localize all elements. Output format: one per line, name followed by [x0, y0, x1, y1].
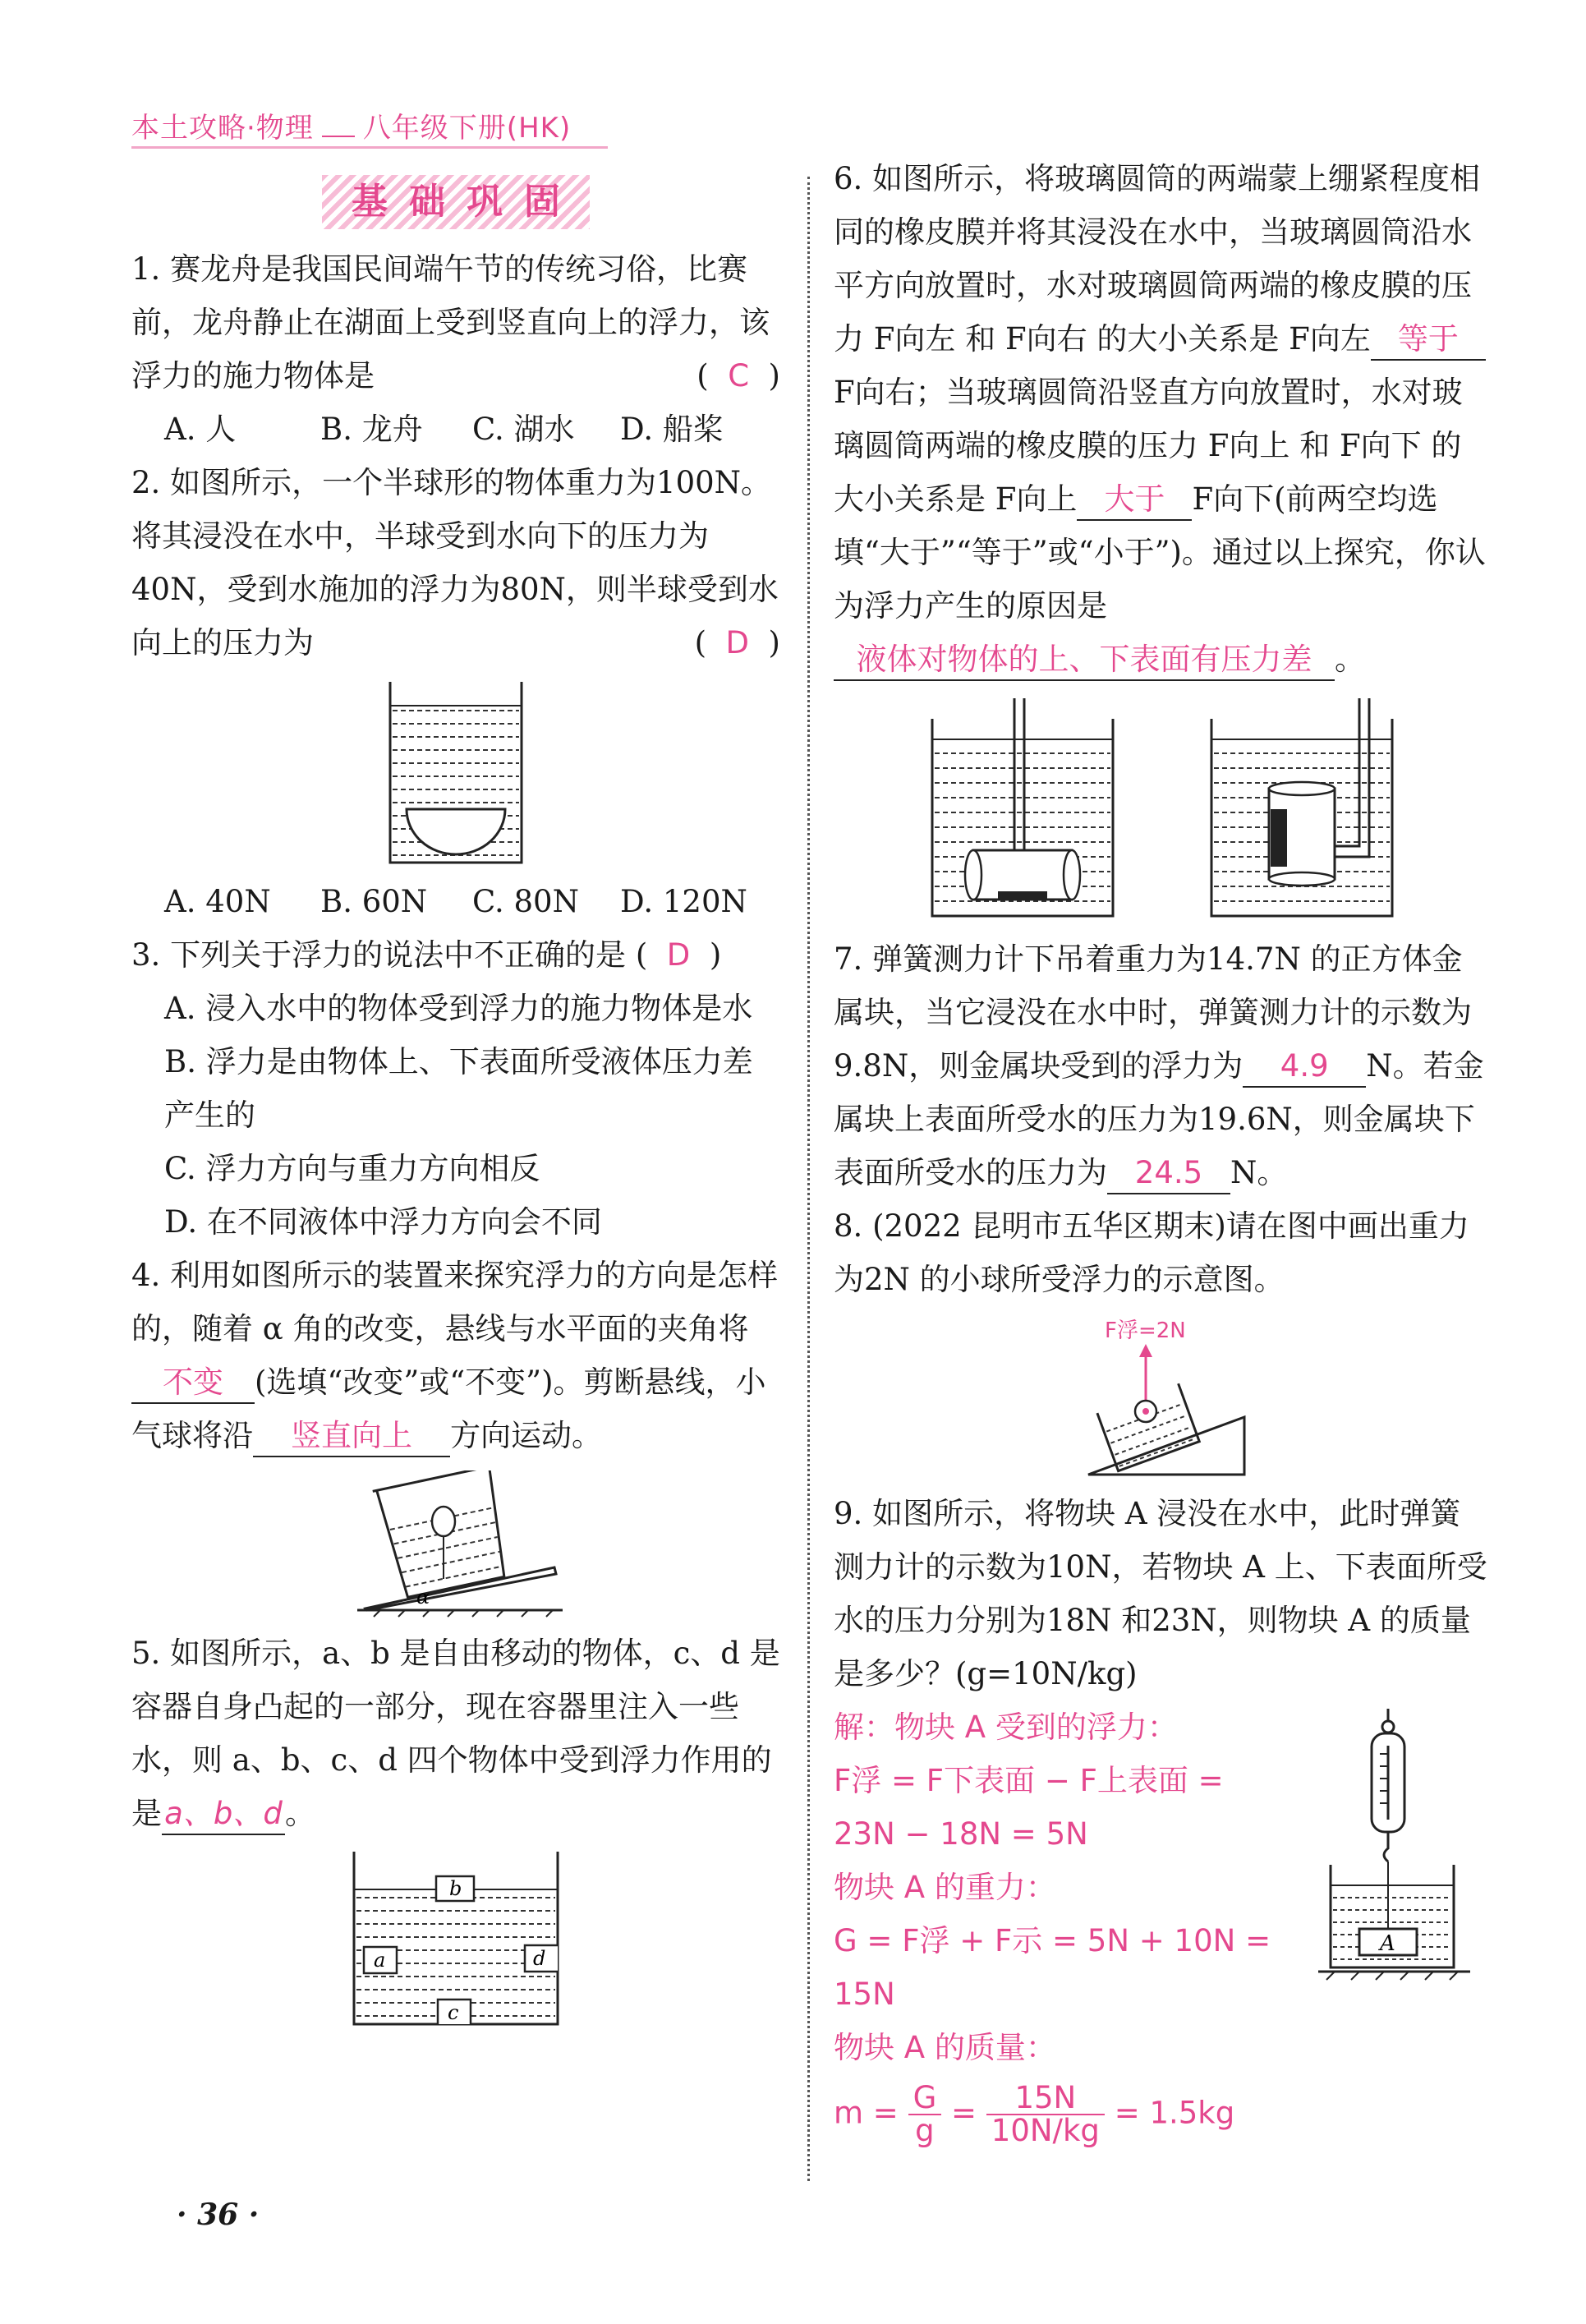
- q9-solution: [834, 1700, 1294, 2147]
- q2-option-b: B. 60N: [320, 884, 428, 919]
- q5-label-b: b: [449, 1877, 462, 1900]
- q1-option-a: A. 人: [164, 412, 237, 447]
- q5-answer: a、b、d: [162, 1794, 285, 1835]
- q3-text: 3. 下列关于浮力的说法中不正确的是: [131, 937, 627, 973]
- question-8: [834, 1199, 1491, 1479]
- q6-text-1: 6. 如图所示，将玻璃圆筒的两端蒙上绷紧程度相同的橡皮膜并将其浸没在水中，当玻璃圆筒沿水平方向放置时，水对玻璃圆筒两端的橡皮膜的压力 F向左 和 F向右 的大小关系是 F向左: [834, 161, 1481, 357]
- q2-answer-paren: ( D ): [694, 625, 780, 660]
- question-3: [131, 928, 780, 1249]
- q5-text-2: 。: [285, 1796, 315, 1831]
- q9-block-label: A: [1380, 1931, 1395, 1956]
- q1-text: 1. 赛龙舟是我国民间端午节的传统习俗，比赛前，龙舟静止在湖面上受到竖直向上的浮力，该浮力的施力物体是: [131, 251, 770, 393]
- q9-frac-gg-num: G: [908, 2082, 942, 2115]
- page-number: · 36 ·: [177, 2197, 260, 2232]
- q8-ball-incline-figure: [1072, 1314, 1253, 1479]
- q9-frac-gg-den: g: [915, 2113, 935, 2148]
- q4-answer-1: 不变: [131, 1363, 255, 1404]
- q1-option-c: C. 湖水: [472, 412, 575, 447]
- q5-label-d: d: [533, 1947, 546, 1970]
- q5-container-figure: [349, 1848, 563, 2029]
- q5-label-a: a: [374, 1949, 386, 1972]
- q1-option-d: D. 船桨: [620, 412, 724, 447]
- q6-answer-3: 液体对物体的上、下表面有压力差: [834, 640, 1335, 681]
- question-4: [131, 1249, 780, 1618]
- q3-option-c: C. 浮力方向与重力方向相反: [164, 1151, 540, 1186]
- q4-alpha-label: α: [416, 1585, 430, 1608]
- q9-result: = 1.5kg: [1114, 2095, 1235, 2131]
- q8-text: 8. (2022 昆明市五华区期末)请在图中画出重力为2N 的小球所受浮力的示意图。: [834, 1208, 1469, 1297]
- q9-frac-values: [986, 2082, 1105, 2147]
- q9-sol-line-2: F浮 = F下表面 − F上表面 = 23N − 18N = 5N: [834, 1763, 1224, 1852]
- q4-text-2: (选填“改变”或“不变”)。剪断悬线，小气球将沿: [131, 1364, 766, 1453]
- q8-force-arrow: [1139, 1344, 1152, 1357]
- question-9: [834, 1487, 1491, 2147]
- q9-frac-values-num: 15N: [986, 2082, 1105, 2115]
- q5-text-1: 5. 如图所示，a、b 是自由移动的物体，c、d 是容器自身凸起的一部分，现在容器里注入一些水，则 a、b、c、d 四个物体中受到浮力作用的是: [131, 1636, 780, 1831]
- q5-label-c: c: [448, 2001, 459, 2024]
- q6-answer-2: 大于: [1077, 480, 1192, 521]
- q7-text-2: N。若金属块上表面所受水的压力为19.6N，则金属块下表面所受水的压力为: [834, 1048, 1484, 1190]
- q7-text-1: 7. 弹簧测力计下吊着重力为14.7N 的正方体金属块，当它浸没在水中时，弹簧测力计的示数为9.8N，则金属块受到的浮力为: [834, 941, 1472, 1084]
- header-rule: [131, 146, 608, 149]
- question-5: [131, 1627, 780, 2029]
- section-banner: [131, 175, 780, 232]
- q2-text: 2. 如图所示，一个半球形的物体重力为100N。将其浸没在水中，半球受到水向下的压力为40N，受到水施加的浮力为80N，则半球受到水向上的压力为: [131, 465, 779, 660]
- q2-answer: D: [725, 625, 750, 660]
- q6-text-2: F向右；当玻璃圆筒沿竖直方向放置时，水对玻璃圆筒两端的橡皮膜的压力 F向上 和 F向下 的大小关系是 F向上: [834, 375, 1463, 517]
- q3-option-d: D. 在不同液体中浮力方向会不同: [164, 1204, 602, 1240]
- q9-sol-line-1: 解：物块 A 受到的浮力：: [834, 1710, 1178, 1745]
- q9-frac-gg: [908, 2082, 942, 2147]
- q9-text: 9. 如图所示，将物块 A 浸没在水中，此时弹簧测力计的示数为10N，若物块 A 上、下表面所受水的压力分别为18N 和23N，则物块 A 的质量是多少？(g=10N/kg): [834, 1496, 1487, 1691]
- q6-text-3: F向下(前两空均选填“大于”“等于”或“小于”)。通过以上探究，你认为浮力产生的原因是: [834, 481, 1486, 624]
- question-7: [834, 932, 1491, 1199]
- q7-text-3: N。: [1230, 1155, 1288, 1190]
- section-title: 基础巩固: [322, 175, 590, 229]
- q3-answer-paren: ( D ): [635, 937, 722, 973]
- left-column: [131, 168, 780, 2037]
- q1-answer: C: [728, 358, 750, 393]
- q2-beaker-hemisphere-figure: [386, 678, 526, 867]
- q2-option-d: D. 120N: [620, 884, 747, 919]
- q1-answer-paren: ( C ): [696, 358, 780, 393]
- page-header: [131, 105, 571, 145]
- question-1: [131, 242, 780, 456]
- q9-frac-values-den: 10N/kg: [991, 2113, 1100, 2148]
- q7-answer-1: 4.9: [1243, 1047, 1366, 1088]
- q4-inclined-beaker-figure: [341, 1470, 571, 1618]
- question-6: [834, 152, 1491, 924]
- question-2: [131, 456, 780, 928]
- q2-option-a: A. 40N: [164, 884, 271, 919]
- q9-sol-line-6: m = $\frac{G}{g}$ = $\frac{15N}{10N/kg}$ = 1.5kg: [834, 2080, 1235, 2148]
- q9-sol-line-3: 物块 A 的重力：: [834, 1870, 1056, 1905]
- q9-spring-scale-figure: [1314, 1709, 1478, 1996]
- q6-text-4: 。: [1335, 642, 1365, 677]
- q6-glass-tube-figure: [916, 694, 1409, 924]
- q8-force-label: F浮=2N: [1105, 1318, 1186, 1343]
- q7-answer-2: 24.5: [1107, 1153, 1230, 1194]
- q3-answer: D: [666, 937, 691, 973]
- q9-sol-line-5: 物块 A 的质量：: [834, 2030, 1056, 2065]
- q4-answer-2: 竖直向上: [253, 1416, 450, 1457]
- q2-option-c: C. 80N: [472, 884, 579, 919]
- q4-text-1: 4. 利用如图所示的装置来探究浮力的方向是怎样的，随着 α 角的改变，悬线与水平面的夹角将: [131, 1258, 779, 1346]
- header-book: 本土攻略·物理: [131, 112, 314, 145]
- right-column: [834, 152, 1491, 2147]
- q3-option-a: A. 浸入水中的物体受到浮力的施力物体是水: [164, 991, 753, 1026]
- q9-m-eq: m =: [834, 2095, 899, 2131]
- q6-answer-1: 等于: [1371, 320, 1486, 361]
- q1-option-b: B. 龙舟: [320, 412, 423, 447]
- q3-option-b: B. 浮力是由物体上、下表面所受液体压力差产生的: [164, 1044, 753, 1133]
- q4-text-3: 方向运动。: [450, 1418, 602, 1453]
- q9-sol-line-4: G = F浮 + F示 = 5N + 10N = 15N: [834, 1923, 1271, 2012]
- q2-options: [131, 875, 780, 928]
- column-divider: [807, 177, 810, 2181]
- q1-options: [131, 403, 780, 456]
- header-grade: 八年级下册(HK): [362, 112, 572, 145]
